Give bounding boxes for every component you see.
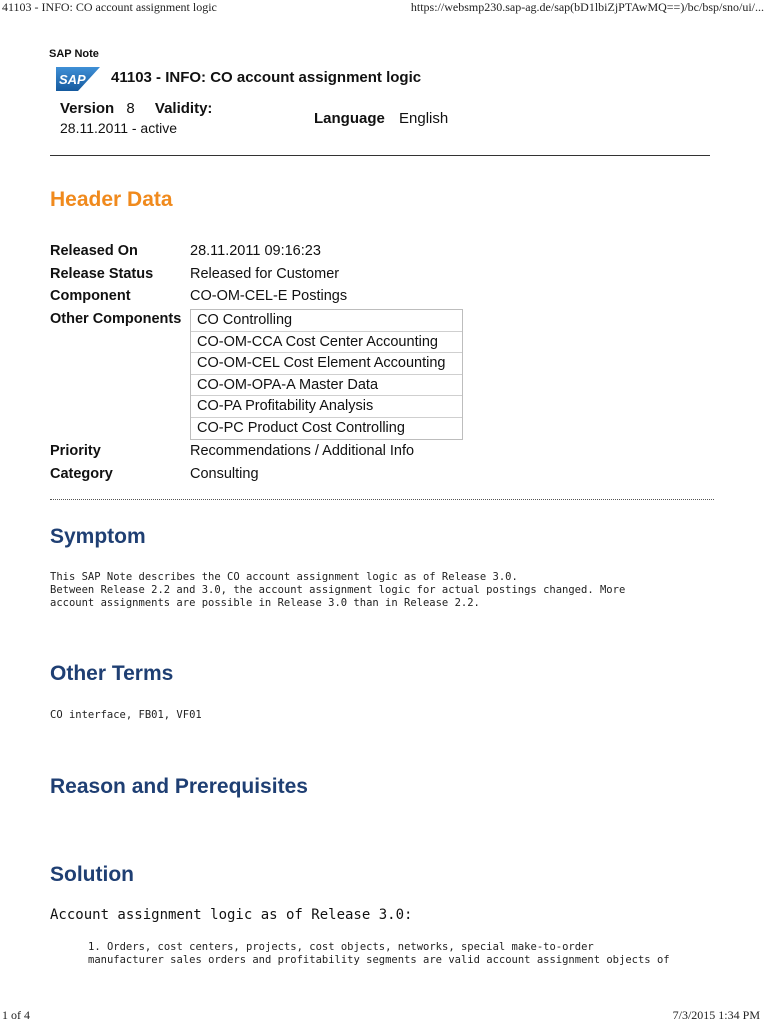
solution-line: 1. Orders, cost centers, projects, cost objects, networks, special make-to-order (88, 941, 594, 953)
solution-heading: Solution (50, 863, 134, 886)
other-component-item: CO-OM-CEL Cost Element Accounting (191, 352, 462, 374)
component-value: CO-OM-CEL-E Postings (190, 288, 348, 304)
priority-value: Recommendations / Additional Info (190, 443, 415, 459)
other-components-table (190, 309, 463, 440)
released-on-value: 28.11.2011 09:16:23 (190, 243, 321, 259)
other-terms-text: CO interface, FB01, VF01 (50, 709, 202, 721)
version-line (60, 100, 212, 117)
priority-label: Priority (50, 443, 101, 459)
release-status-label: Release Status (50, 266, 154, 282)
other-component-item: CO Controlling (197, 312, 293, 328)
symptom-line: This SAP Note describes the CO account assignment logic as of Release 3.0. (50, 571, 518, 583)
other-component-item: CO-PA Profitability Analysis (191, 395, 462, 417)
version-label: Version (60, 100, 115, 117)
note-title: 41103 - INFO: CO account assignment logic (111, 69, 422, 86)
language-value: English (399, 110, 449, 127)
sap-note-label: SAP Note (49, 48, 99, 60)
other-components-label: Other Components (50, 311, 182, 327)
print-footer-datetime: 7/3/2015 1:34 PM (672, 1008, 760, 1022)
symptom-line: Between Release 2.2 and 3.0, the account assignment logic for actual postings changed. More (50, 584, 626, 596)
symptom-heading: Symptom (50, 525, 146, 548)
released-on-label: Released On (50, 243, 138, 259)
print-header-title: 41103 - INFO: CO account assignment logic (2, 0, 217, 14)
validity-label: Validity: (154, 100, 213, 117)
reason-heading: Reason and Prerequisites (50, 775, 308, 798)
sap-logo-text: SAP (59, 72, 86, 87)
other-component-item: CO-OM-OPA-A Master Data (191, 374, 462, 396)
sap-logo-icon (56, 67, 100, 91)
category-label: Category (50, 466, 113, 482)
language-label: Language (314, 110, 385, 127)
release-status-value: Released for Customer (190, 266, 340, 282)
divider-solid (50, 155, 710, 156)
print-footer-page: 1 of 4 (2, 1008, 30, 1022)
component-label: Component (50, 288, 131, 304)
symptom-line: account assignments are possible in Release 3.0 than in Release 2.2. (50, 597, 480, 609)
solution-text (88, 941, 670, 967)
language-line (314, 110, 448, 127)
divider-dotted (50, 499, 714, 500)
header-data-heading: Header Data (50, 188, 173, 211)
solution-line: manufacturer sales orders and profitability segments are valid account assignment objects of (88, 954, 670, 966)
other-component-item: CO-OM-CCA Cost Center Accounting (191, 331, 462, 353)
version-value: 8 (126, 100, 135, 117)
validity-value: 28.11.2011 - active (60, 120, 178, 136)
symptom-text (50, 571, 625, 610)
other-component-item: CO-PC Product Cost Controlling (191, 417, 462, 439)
print-header-url[interactable]: https://websmp230.sap-ag.de/sap(bD1lbiZjPTAwMQ==)/bc/bsp/sno/ui/... (410, 0, 764, 14)
category-value: Consulting (190, 466, 259, 482)
solution-subheading: Account assignment logic as of Release 3.0: (50, 907, 413, 923)
other-terms-heading: Other Terms (50, 662, 174, 685)
